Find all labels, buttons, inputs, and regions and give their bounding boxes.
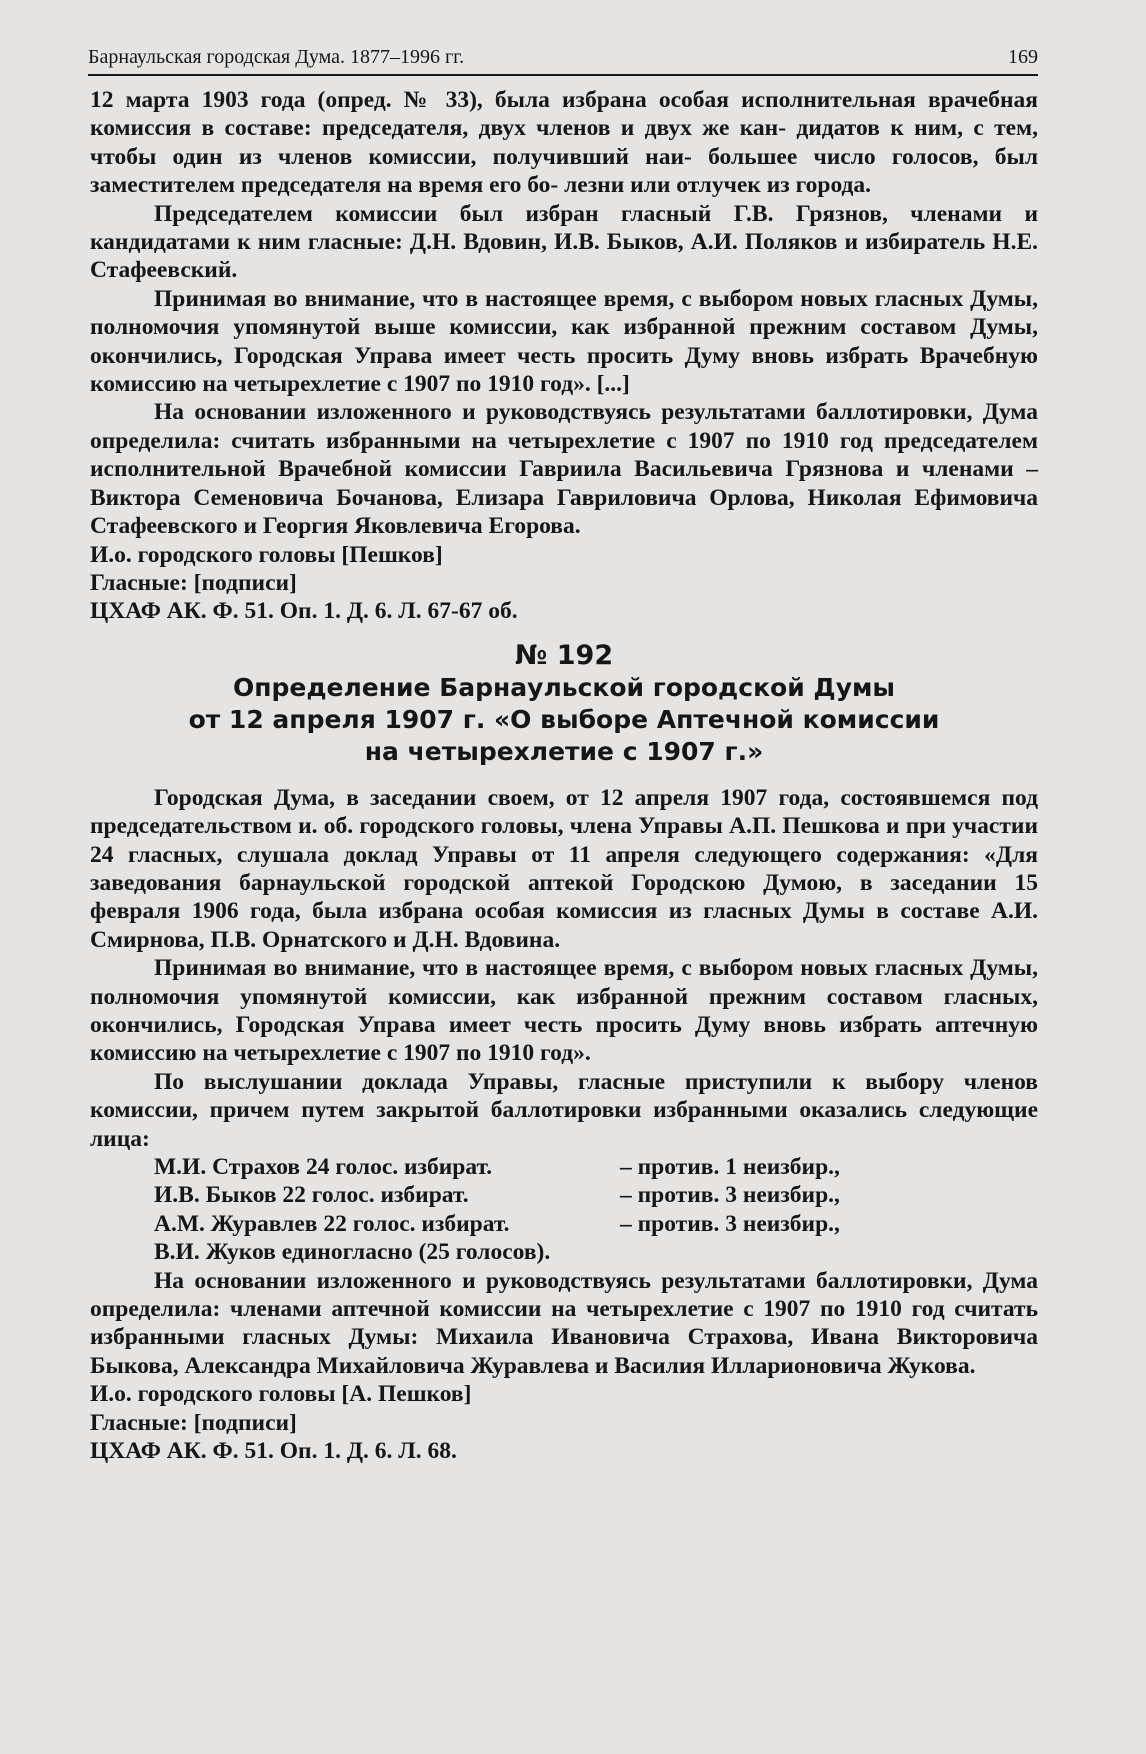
paragraph: Председателем комиссии был избран гласный Г.В. Грязнов, членами и кандидатами к ним гласные: Д.Н. Вдовин, И.В. Быков, А.И. Поляков и избиратель Н.Е. Стафеевский. (90, 200, 1038, 284)
paragraph: Городская Дума, в заседании своем, от 12 апреля 1907 года, состоявшемся под председательством и. об. городского головы, члена Управы А.П. Пешкова и при участии 24 гласных, слушала доклад Управы от 11 апреля следующего содержания: «Для заведования барнаульской городской аптекой Городскою Думою, в заседании 15 февраля 1906 года, была избрана особая комиссия из гласных Думы в составе А.И. Смирнова, П.В. Орнатского и Д.Н. Вдовина. (90, 784, 1038, 953)
page-number: 169 (1008, 46, 1038, 68)
text-line: врачебная комиссия в составе: председателя, двух членов и двух же кан- (90, 87, 1038, 142)
vote-candidate: М.И. Страхов 24 голос. избират. (154, 1154, 493, 1180)
paragraph: Принимая во внимание, что в настоящее время, с выбором новых гласных Думы, полномочия упомянутой комиссии, как избранной прежним составом гласных, окончились, Городская Управа имеет честь просить Думу вновь избрать аптечную комиссию на четырехлетие с 1907 по 1910 год». (90, 955, 1038, 1067)
running-header-title: Барнаульская городская Дума. 1877–1996 гг. (88, 46, 465, 68)
vote-against: – против. 3 неизбир., (620, 1182, 840, 1209)
archive-reference: ЦХАФ АК. Ф. 51. Оп. 1. Д. 6. Л. 67-67 об. (90, 598, 518, 625)
vote-candidate: В.И. Жуков единогласно (25 голосов). (154, 1239, 551, 1266)
text-line: 12 марта 1903 года (опред. № 33), была избрана особая исполнительная (90, 87, 928, 113)
document-title-line: на четырехлетие с 1907 г.» (364, 736, 764, 766)
document-heading (90, 640, 1038, 768)
text-line: дидатов к ним, с тем, чтобы один из членов комиссии, получивший наи- (90, 115, 1038, 170)
document-title-line: Определение Барнаульской городской Думы (232, 672, 896, 702)
vote-against: – против. 3 неизбир., (620, 1210, 840, 1237)
paragraph: На основании изложенного и руководствуясь результатами баллотировки, Дума определила: членами аптечной комиссии на четырехлетие с 1907 по 1910 год считать избранными гласных Думы: Михаила Ивановича Страхова, Ивана Викторовича Быкова, Александра Михайловича Журавлева и Василия Илларионовича Жукова. (90, 1267, 1038, 1379)
document-number: № 192 (514, 639, 614, 671)
running-header (88, 38, 1038, 76)
vote-row (154, 1153, 1038, 1181)
vote-candidate: А.М. Журавлев 22 голос. избират. (154, 1210, 510, 1237)
signature-deputies: Гласные: [подписи] (90, 1409, 297, 1436)
vote-row (154, 1181, 1038, 1209)
vote-candidate: И.В. Быков 22 голос. избират. (154, 1182, 469, 1209)
document-title-line: от 12 апреля 1907 г. «О выборе Аптечной комиссии (188, 704, 940, 734)
paragraph: Принимая во внимание, что в настоящее время, с выбором новых гласных Думы, полномочия упомянутой выше комиссии, как избранной прежним составом Думы, окончились, Городская Управа имеет честь просить Думу вновь избрать Врачебную комиссию на четырехлетие с 1907 по 1910 год». [...] (90, 285, 1038, 398)
vote-row (154, 1238, 1038, 1266)
paragraph-continued (90, 86, 1038, 200)
archive-reference: ЦХАФ АК. Ф. 51. Оп. 1. Д. 6. Л. 68. (90, 1438, 457, 1465)
paragraph: По выслушании доклада Управы, гласные приступили к выбору членов комиссии, причем путем закрытой баллотировки избранными оказались следующие лица: (90, 1068, 1038, 1152)
text-line: большее число голосов, был заместителем председателя на время его бо- (90, 143, 1039, 199)
vote-row (154, 1210, 1038, 1238)
signature-head: И.о. городского головы [А. Пешков] (90, 1381, 472, 1408)
vote-against: – против. 1 неизбир., (620, 1154, 840, 1180)
paragraph: На основании изложенного и руководствуясь результатами баллотировки, Дума определила: считать избранными на четырехлетие с 1907 по 1910 год председателем исполнительной Врачебной комиссии Гавриила Васильевича Грязнова и членами – Виктора Семеновича Бочанова, Елизара Гавриловича Орлова, Николая Ефимовича Стафеевского и Георгия Яковлевича Егорова. (90, 399, 1038, 540)
vote-results (154, 1153, 1038, 1267)
text-line: лезни или отлучек из города. (564, 172, 872, 199)
page-content (90, 86, 1038, 1465)
signature-deputies: Гласные: [подписи] (90, 569, 297, 596)
signature-head: И.о. городского головы [Пешков] (90, 541, 443, 568)
